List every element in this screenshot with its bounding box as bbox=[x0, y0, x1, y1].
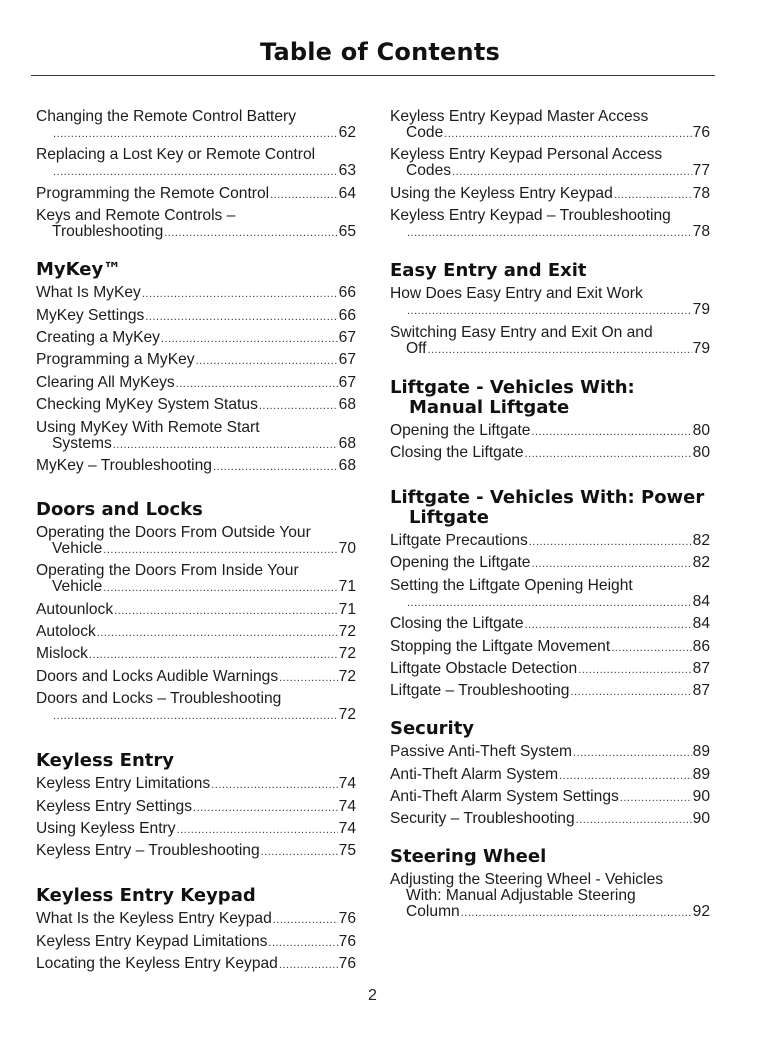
entry-text: Autolock bbox=[36, 623, 96, 641]
section-heading bbox=[390, 378, 710, 418]
toc-entry-switching-easy-entry-and-exit-on-and-off[interactable] bbox=[390, 325, 710, 358]
toc-entry-opening-the-liftgate[interactable] bbox=[390, 423, 710, 440]
toc-entry-line bbox=[390, 125, 710, 142]
section-heading-line: Steering Wheel bbox=[390, 846, 547, 868]
entry-text: Opening the Liftgate bbox=[390, 421, 531, 439]
entry-text: Programming the Remote Control bbox=[36, 184, 270, 202]
dot-leader bbox=[407, 595, 692, 611]
toc-entry-line bbox=[390, 533, 710, 550]
toc-entry-line bbox=[36, 776, 356, 793]
dot-leader bbox=[578, 662, 691, 678]
toc-entry-liftgate-precautions[interactable] bbox=[390, 533, 710, 550]
toc-entry-operating-the-doors-from-inside-your-vehicle[interactable] bbox=[36, 563, 356, 596]
dot-leader bbox=[97, 625, 338, 641]
toc-entry-security-troubleshooting[interactable] bbox=[390, 811, 710, 828]
toc-entry-line bbox=[390, 208, 710, 224]
section-heading-line: Keyless Entry Keypad bbox=[36, 885, 256, 907]
dot-leader bbox=[452, 164, 692, 180]
toc-entry-line bbox=[36, 646, 356, 663]
toc-entry-changing-the-remote-control-battery[interactable] bbox=[36, 109, 356, 142]
dot-leader bbox=[176, 376, 338, 392]
section-heading-line: Liftgate - Vehicles With: Power bbox=[390, 486, 705, 508]
entry-page-number: 87 bbox=[692, 682, 710, 700]
toc-entry-line bbox=[36, 208, 356, 224]
toc-entry-line bbox=[36, 186, 356, 203]
toc-right-column bbox=[390, 109, 710, 927]
entry-page-number: 82 bbox=[692, 554, 710, 572]
toc-entry-line bbox=[36, 109, 356, 125]
toc-entry-line bbox=[390, 423, 710, 440]
entry-text: Keyless Entry Settings bbox=[36, 797, 193, 815]
entry-page-number: 90 bbox=[692, 810, 710, 828]
toc-entry-line bbox=[390, 578, 710, 594]
entry-page-number: 74 bbox=[338, 820, 356, 838]
section-heading-line: Liftgate - Vehicles With: bbox=[390, 376, 635, 398]
toc-entry-line bbox=[36, 707, 356, 724]
entry-text: Operating the Doors From Outside Your bbox=[36, 523, 311, 541]
entry-text: Systems bbox=[52, 434, 112, 452]
toc-entry-doors-and-locks-troubleshooting[interactable] bbox=[36, 691, 356, 724]
dot-leader bbox=[270, 187, 338, 203]
dot-leader bbox=[611, 640, 691, 656]
toc-entry-line bbox=[36, 285, 356, 302]
dot-leader bbox=[161, 331, 338, 347]
dot-leader bbox=[525, 617, 692, 633]
toc-entry-keyless-entry-keypad-troubleshooting[interactable] bbox=[390, 208, 710, 241]
toc-section bbox=[390, 109, 710, 241]
entry-page-number: 78 bbox=[692, 223, 710, 241]
section-heading bbox=[390, 261, 710, 281]
toc-entry-line bbox=[390, 302, 710, 319]
dot-leader bbox=[407, 303, 692, 319]
toc-section bbox=[36, 109, 356, 241]
entry-page-number: 92 bbox=[692, 903, 710, 921]
toc-entry-replacing-a-lost-key-or-remote-control[interactable] bbox=[36, 147, 356, 180]
entry-page-number: 80 bbox=[692, 443, 710, 461]
dot-leader bbox=[620, 790, 692, 806]
entry-text: MyKey Settings bbox=[36, 306, 145, 324]
entry-page-number: 74 bbox=[338, 775, 356, 793]
dot-leader bbox=[279, 670, 338, 686]
entry-page-number: 72 bbox=[338, 667, 356, 685]
toc-entry-autolock[interactable] bbox=[36, 624, 356, 641]
entry-text: Code bbox=[406, 124, 444, 141]
entry-text: Anti-Theft Alarm System Settings bbox=[390, 788, 619, 806]
entry-page-number: 65 bbox=[338, 223, 356, 241]
dot-leader bbox=[559, 768, 692, 784]
toc-section bbox=[390, 847, 710, 921]
section-heading bbox=[36, 500, 356, 520]
toc-entry-line bbox=[390, 109, 710, 125]
toc-entry-clearing-all-mykeys[interactable] bbox=[36, 375, 356, 392]
entry-page-number: 72 bbox=[338, 645, 356, 663]
entry-page-number: 66 bbox=[338, 284, 356, 302]
dot-leader bbox=[145, 309, 337, 325]
section-heading bbox=[390, 847, 710, 867]
entry-page-number: 72 bbox=[338, 706, 356, 724]
entry-page-number: 70 bbox=[338, 539, 356, 557]
toc-entry-line bbox=[390, 594, 710, 611]
toc-section bbox=[390, 488, 710, 700]
toc-entry-line bbox=[36, 669, 356, 686]
dot-leader bbox=[279, 957, 338, 973]
toc-entry-line bbox=[390, 163, 710, 180]
toc-entry-anti-theft-alarm-system[interactable] bbox=[390, 767, 710, 784]
toc-entry-programming-a-mykey[interactable] bbox=[36, 352, 356, 369]
toc-entry-line bbox=[390, 872, 710, 888]
toc-section bbox=[390, 378, 710, 462]
entry-page-number: 84 bbox=[692, 592, 710, 610]
toc-entry-line bbox=[36, 843, 356, 860]
entry-page-number: 89 bbox=[692, 765, 710, 783]
entry-text: Closing the Liftgate bbox=[390, 443, 524, 461]
section-heading bbox=[36, 260, 356, 280]
toc-entry-locating-the-keyless-entry-keypad[interactable] bbox=[36, 956, 356, 973]
entry-page-number: 86 bbox=[692, 637, 710, 655]
entry-text: Switching Easy Entry and Exit On and bbox=[390, 323, 653, 341]
entry-page-number: 67 bbox=[338, 328, 356, 346]
toc-entry-opening-the-liftgate[interactable] bbox=[390, 555, 710, 572]
section-heading-line: MyKey™ bbox=[36, 259, 122, 281]
dot-leader bbox=[531, 556, 691, 572]
entry-page-number: 80 bbox=[692, 421, 710, 439]
toc-entry-line bbox=[36, 821, 356, 838]
section-heading-line: Easy Entry and Exit bbox=[390, 260, 587, 282]
toc-entry-line bbox=[36, 163, 356, 180]
toc-entry-line bbox=[390, 888, 710, 904]
entry-page-number: 63 bbox=[338, 162, 356, 180]
entry-text: Checking MyKey System Status bbox=[36, 396, 258, 414]
toc-entry-operating-the-doors-from-outside-your-vehicle[interactable] bbox=[36, 525, 356, 558]
toc-entry-line bbox=[36, 934, 356, 951]
entry-page-number: 68 bbox=[338, 396, 356, 414]
toc-entry-how-does-easy-entry-and-exit-work[interactable] bbox=[390, 286, 710, 319]
section-heading-line: Keyless Entry bbox=[36, 750, 174, 772]
toc-entry-what-is-the-keyless-entry-keypad[interactable] bbox=[36, 911, 356, 928]
toc-entry-autounlock[interactable] bbox=[36, 602, 356, 619]
entry-page-number: 76 bbox=[692, 124, 710, 141]
entry-page-number: 67 bbox=[338, 351, 356, 369]
toc-entry-line bbox=[36, 436, 356, 453]
toc-entry-line bbox=[390, 186, 710, 203]
entry-page-number: 90 bbox=[692, 788, 710, 806]
toc-section bbox=[390, 261, 710, 357]
toc-entry-line bbox=[36, 799, 356, 816]
dot-leader bbox=[53, 708, 338, 724]
toc-entry-programming-the-remote-control[interactable] bbox=[36, 186, 356, 203]
dot-leader bbox=[103, 580, 337, 596]
entry-page-number: 62 bbox=[338, 124, 356, 141]
entry-page-number: 64 bbox=[338, 184, 356, 202]
entry-text: Using Keyless Entry bbox=[36, 820, 176, 838]
entry-text: Passive Anti-Theft System bbox=[390, 743, 572, 761]
entry-text: Stopping the Liftgate Movement bbox=[390, 637, 611, 655]
entry-text: Adjusting the Steering Wheel - Vehicles bbox=[390, 871, 664, 889]
toc-entry-stopping-the-liftgate-movement[interactable] bbox=[390, 639, 710, 656]
toc-entry-line bbox=[390, 555, 710, 572]
entry-page-number: 68 bbox=[338, 434, 356, 452]
entry-text: Keyless Entry – Troubleshooting bbox=[36, 842, 260, 860]
toc-entry-line bbox=[390, 661, 710, 678]
toc-entry-line bbox=[36, 352, 356, 369]
section-heading-line: Manual Liftgate bbox=[409, 396, 570, 418]
toc-entry-setting-the-liftgate-opening-height[interactable] bbox=[390, 578, 710, 611]
toc-section bbox=[36, 500, 356, 724]
section-heading bbox=[36, 751, 356, 771]
entry-page-number: 77 bbox=[692, 162, 710, 180]
entry-page-number: 67 bbox=[338, 373, 356, 391]
section-heading bbox=[390, 719, 710, 739]
toc-entry-line bbox=[36, 541, 356, 558]
dot-leader bbox=[444, 126, 691, 142]
toc-entry-line bbox=[36, 624, 356, 641]
entry-text: Operating the Doors From Inside Your bbox=[36, 562, 299, 580]
entry-page-number: 66 bbox=[338, 306, 356, 324]
toc-section bbox=[36, 751, 356, 860]
dot-leader bbox=[428, 342, 692, 358]
dot-leader bbox=[114, 603, 337, 619]
toc-entry-creating-a-mykey[interactable] bbox=[36, 330, 356, 347]
page-number: 2 bbox=[368, 987, 377, 1004]
dot-leader bbox=[213, 459, 338, 475]
dot-leader bbox=[576, 812, 692, 828]
entry-text: Keys and Remote Controls – bbox=[36, 207, 236, 225]
entry-page-number: 76 bbox=[338, 910, 356, 928]
section-heading bbox=[390, 488, 710, 528]
toc-entry-keys-and-remote-controls-troubleshooting[interactable] bbox=[36, 208, 356, 241]
entry-text: With: Manual Adjustable Steering bbox=[406, 887, 636, 905]
entry-text: Setting the Liftgate Opening Height bbox=[390, 576, 633, 594]
dot-leader bbox=[259, 398, 338, 414]
dot-leader bbox=[273, 912, 338, 928]
toc-section bbox=[390, 719, 710, 828]
toc-entry-line bbox=[36, 308, 356, 325]
toc-section bbox=[36, 260, 356, 475]
toc-entry-line bbox=[36, 397, 356, 414]
entry-page-number: 75 bbox=[338, 842, 356, 860]
entry-text: Codes bbox=[406, 162, 452, 180]
toc-entry-line bbox=[390, 341, 710, 358]
dot-leader bbox=[570, 684, 691, 700]
toc-entry-line bbox=[390, 445, 710, 462]
entry-page-number: 74 bbox=[338, 797, 356, 815]
dot-leader bbox=[211, 777, 337, 793]
toc-entry-using-the-keyless-entry-keypad[interactable] bbox=[390, 186, 710, 203]
toc-entry-line bbox=[36, 911, 356, 928]
toc-entry-line bbox=[36, 147, 356, 163]
entry-text: Opening the Liftgate bbox=[390, 554, 531, 572]
entry-page-number: 71 bbox=[338, 600, 356, 618]
entry-text: Liftgate – Troubleshooting bbox=[390, 682, 570, 700]
entry-text: Keyless Entry Limitations bbox=[36, 775, 211, 793]
entry-page-number: 72 bbox=[338, 623, 356, 641]
toc-entry-keyless-entry-keypad-personal-access-codes[interactable] bbox=[390, 147, 710, 180]
toc-entry-line bbox=[36, 956, 356, 973]
title-divider bbox=[31, 75, 715, 76]
entry-text: Anti-Theft Alarm System bbox=[390, 765, 559, 783]
toc-entry-keyless-entry-keypad-limitations[interactable] bbox=[36, 934, 356, 951]
toc-entry-keyless-entry-limitations[interactable] bbox=[36, 776, 356, 793]
toc-entry-line bbox=[390, 639, 710, 656]
toc-entry-what-is-mykey[interactable] bbox=[36, 285, 356, 302]
toc-entry-line bbox=[36, 563, 356, 579]
dot-leader bbox=[89, 647, 338, 663]
page-title: Table of Contents bbox=[260, 38, 500, 66]
entry-text: What Is the Keyless Entry Keypad bbox=[36, 910, 272, 928]
toc-entry-line bbox=[390, 286, 710, 302]
toc-entry-line bbox=[390, 789, 710, 806]
entry-text: Security – Troubleshooting bbox=[390, 810, 575, 828]
entry-text: Off bbox=[406, 339, 427, 357]
toc-entry-line bbox=[390, 811, 710, 828]
dot-leader bbox=[529, 534, 692, 550]
entry-text: Troubleshooting bbox=[52, 223, 164, 241]
entry-text: Using MyKey With Remote Start bbox=[36, 418, 260, 436]
entry-page-number: 71 bbox=[338, 578, 356, 596]
dot-leader bbox=[103, 542, 337, 558]
entry-text: Clearing All MyKeys bbox=[36, 373, 175, 391]
entry-text: Vehicle bbox=[52, 578, 103, 596]
dot-leader bbox=[407, 225, 692, 241]
dot-leader bbox=[53, 126, 338, 142]
entry-page-number: 68 bbox=[338, 456, 356, 474]
dot-leader bbox=[164, 225, 337, 241]
toc-entry-checking-mykey-system-status[interactable] bbox=[36, 397, 356, 414]
toc-entry-keyless-entry-settings[interactable] bbox=[36, 799, 356, 816]
section-heading-line: Liftgate bbox=[409, 506, 489, 528]
entry-text: Liftgate Obstacle Detection bbox=[390, 659, 578, 677]
toc-entry-closing-the-liftgate[interactable] bbox=[390, 445, 710, 462]
dot-leader bbox=[531, 424, 691, 440]
entry-page-number: 79 bbox=[692, 339, 710, 357]
toc-entry-line bbox=[36, 691, 356, 707]
toc-entry-liftgate-obstacle-detection[interactable] bbox=[390, 661, 710, 678]
toc-entry-line bbox=[390, 616, 710, 633]
entry-text: How Does Easy Entry and Exit Work bbox=[390, 285, 643, 303]
toc-entry-line bbox=[390, 767, 710, 784]
section-heading-line: Doors and Locks bbox=[36, 498, 203, 520]
toc-entry-line bbox=[36, 420, 356, 436]
toc-entry-line bbox=[36, 525, 356, 541]
entry-text: MyKey – Troubleshooting bbox=[36, 456, 212, 474]
toc-entry-mykey-settings[interactable] bbox=[36, 308, 356, 325]
entry-text: Creating a MyKey bbox=[36, 328, 160, 346]
entry-text: Closing the Liftgate bbox=[390, 615, 524, 633]
entry-text: Vehicle bbox=[52, 539, 103, 557]
section-heading bbox=[36, 886, 356, 906]
toc-entry-mykey-troubleshooting[interactable] bbox=[36, 458, 356, 475]
entry-page-number: 76 bbox=[338, 955, 356, 973]
toc-entry-line bbox=[390, 683, 710, 700]
entry-page-number: 78 bbox=[692, 184, 710, 202]
entry-text: What Is MyKey bbox=[36, 284, 141, 302]
toc-entry-line bbox=[36, 125, 356, 142]
entry-text: Keyless Entry Keypad – Troubleshooting bbox=[390, 207, 671, 225]
entry-page-number: 87 bbox=[692, 659, 710, 677]
dot-leader bbox=[53, 164, 338, 180]
entry-text: Keyless Entry Keypad Master Access bbox=[390, 108, 649, 125]
toc-entry-line bbox=[36, 579, 356, 596]
toc-entry-line bbox=[36, 375, 356, 392]
entry-text: Using the Keyless Entry Keypad bbox=[390, 184, 613, 202]
entry-text: Locating the Keyless Entry Keypad bbox=[36, 955, 278, 973]
entry-text: Keyless Entry Keypad Personal Access bbox=[390, 146, 663, 164]
toc-entry-line bbox=[36, 458, 356, 475]
dot-leader bbox=[461, 905, 692, 921]
dot-leader bbox=[573, 745, 692, 761]
entry-text: Liftgate Precautions bbox=[390, 531, 528, 549]
dot-leader bbox=[113, 437, 338, 453]
entry-text: Keyless Entry Keypad Limitations bbox=[36, 932, 268, 950]
toc-entry-line bbox=[36, 602, 356, 619]
toc-entry-doors-and-locks-audible-warnings[interactable] bbox=[36, 669, 356, 686]
toc-entry-line bbox=[390, 147, 710, 163]
dot-leader bbox=[193, 800, 338, 816]
toc-entry-closing-the-liftgate[interactable] bbox=[390, 616, 710, 633]
toc-entry-line bbox=[36, 330, 356, 347]
toc-entry-keyless-entry-troubleshooting[interactable] bbox=[36, 843, 356, 860]
dot-leader bbox=[196, 353, 338, 369]
section-heading-line: Security bbox=[390, 718, 475, 740]
entry-text: Column bbox=[406, 903, 460, 921]
entry-page-number: 79 bbox=[692, 301, 710, 319]
dot-leader bbox=[614, 187, 692, 203]
toc-entry-line bbox=[390, 904, 710, 921]
toc-entry-mislock[interactable] bbox=[36, 646, 356, 663]
toc-entry-using-mykey-with-remote-start-systems[interactable] bbox=[36, 420, 356, 453]
toc-left-column bbox=[36, 109, 356, 979]
dot-leader bbox=[142, 286, 338, 302]
entry-text: Programming a MyKey bbox=[36, 351, 195, 369]
entry-text: Doors and Locks Audible Warnings bbox=[36, 667, 279, 685]
entry-text: Autounlock bbox=[36, 600, 114, 618]
dot-leader bbox=[261, 844, 338, 860]
entry-page-number: 89 bbox=[692, 743, 710, 761]
toc-section bbox=[36, 886, 356, 973]
toc-entry-anti-theft-alarm-system-settings[interactable] bbox=[390, 789, 710, 806]
dot-leader bbox=[177, 822, 338, 838]
toc-entry-line bbox=[390, 744, 710, 761]
entry-text: Doors and Locks – Troubleshooting bbox=[36, 690, 282, 708]
entry-page-number: 76 bbox=[338, 932, 356, 950]
entry-text: Mislock bbox=[36, 645, 88, 663]
toc-entry-line bbox=[36, 224, 356, 241]
entry-text: Changing the Remote Control Battery bbox=[36, 108, 297, 125]
toc-entry-passive-anti-theft-system[interactable] bbox=[390, 744, 710, 761]
entry-text: Replacing a Lost Key or Remote Control bbox=[36, 146, 316, 164]
toc-entry-liftgate-troubleshooting[interactable] bbox=[390, 683, 710, 700]
toc-entry-adjusting-the-steering-wheel-vehicles-with-manual-adjustable-steering-column[interactable] bbox=[390, 872, 710, 921]
toc-entry-keyless-entry-keypad-master-access-code[interactable] bbox=[390, 109, 710, 142]
entry-page-number: 84 bbox=[692, 615, 710, 633]
toc-entry-using-keyless-entry[interactable] bbox=[36, 821, 356, 838]
dot-leader bbox=[525, 446, 692, 462]
entry-page-number: 82 bbox=[692, 531, 710, 549]
toc-entry-line bbox=[390, 224, 710, 241]
dot-leader bbox=[268, 935, 337, 951]
toc-entry-line bbox=[390, 325, 710, 341]
